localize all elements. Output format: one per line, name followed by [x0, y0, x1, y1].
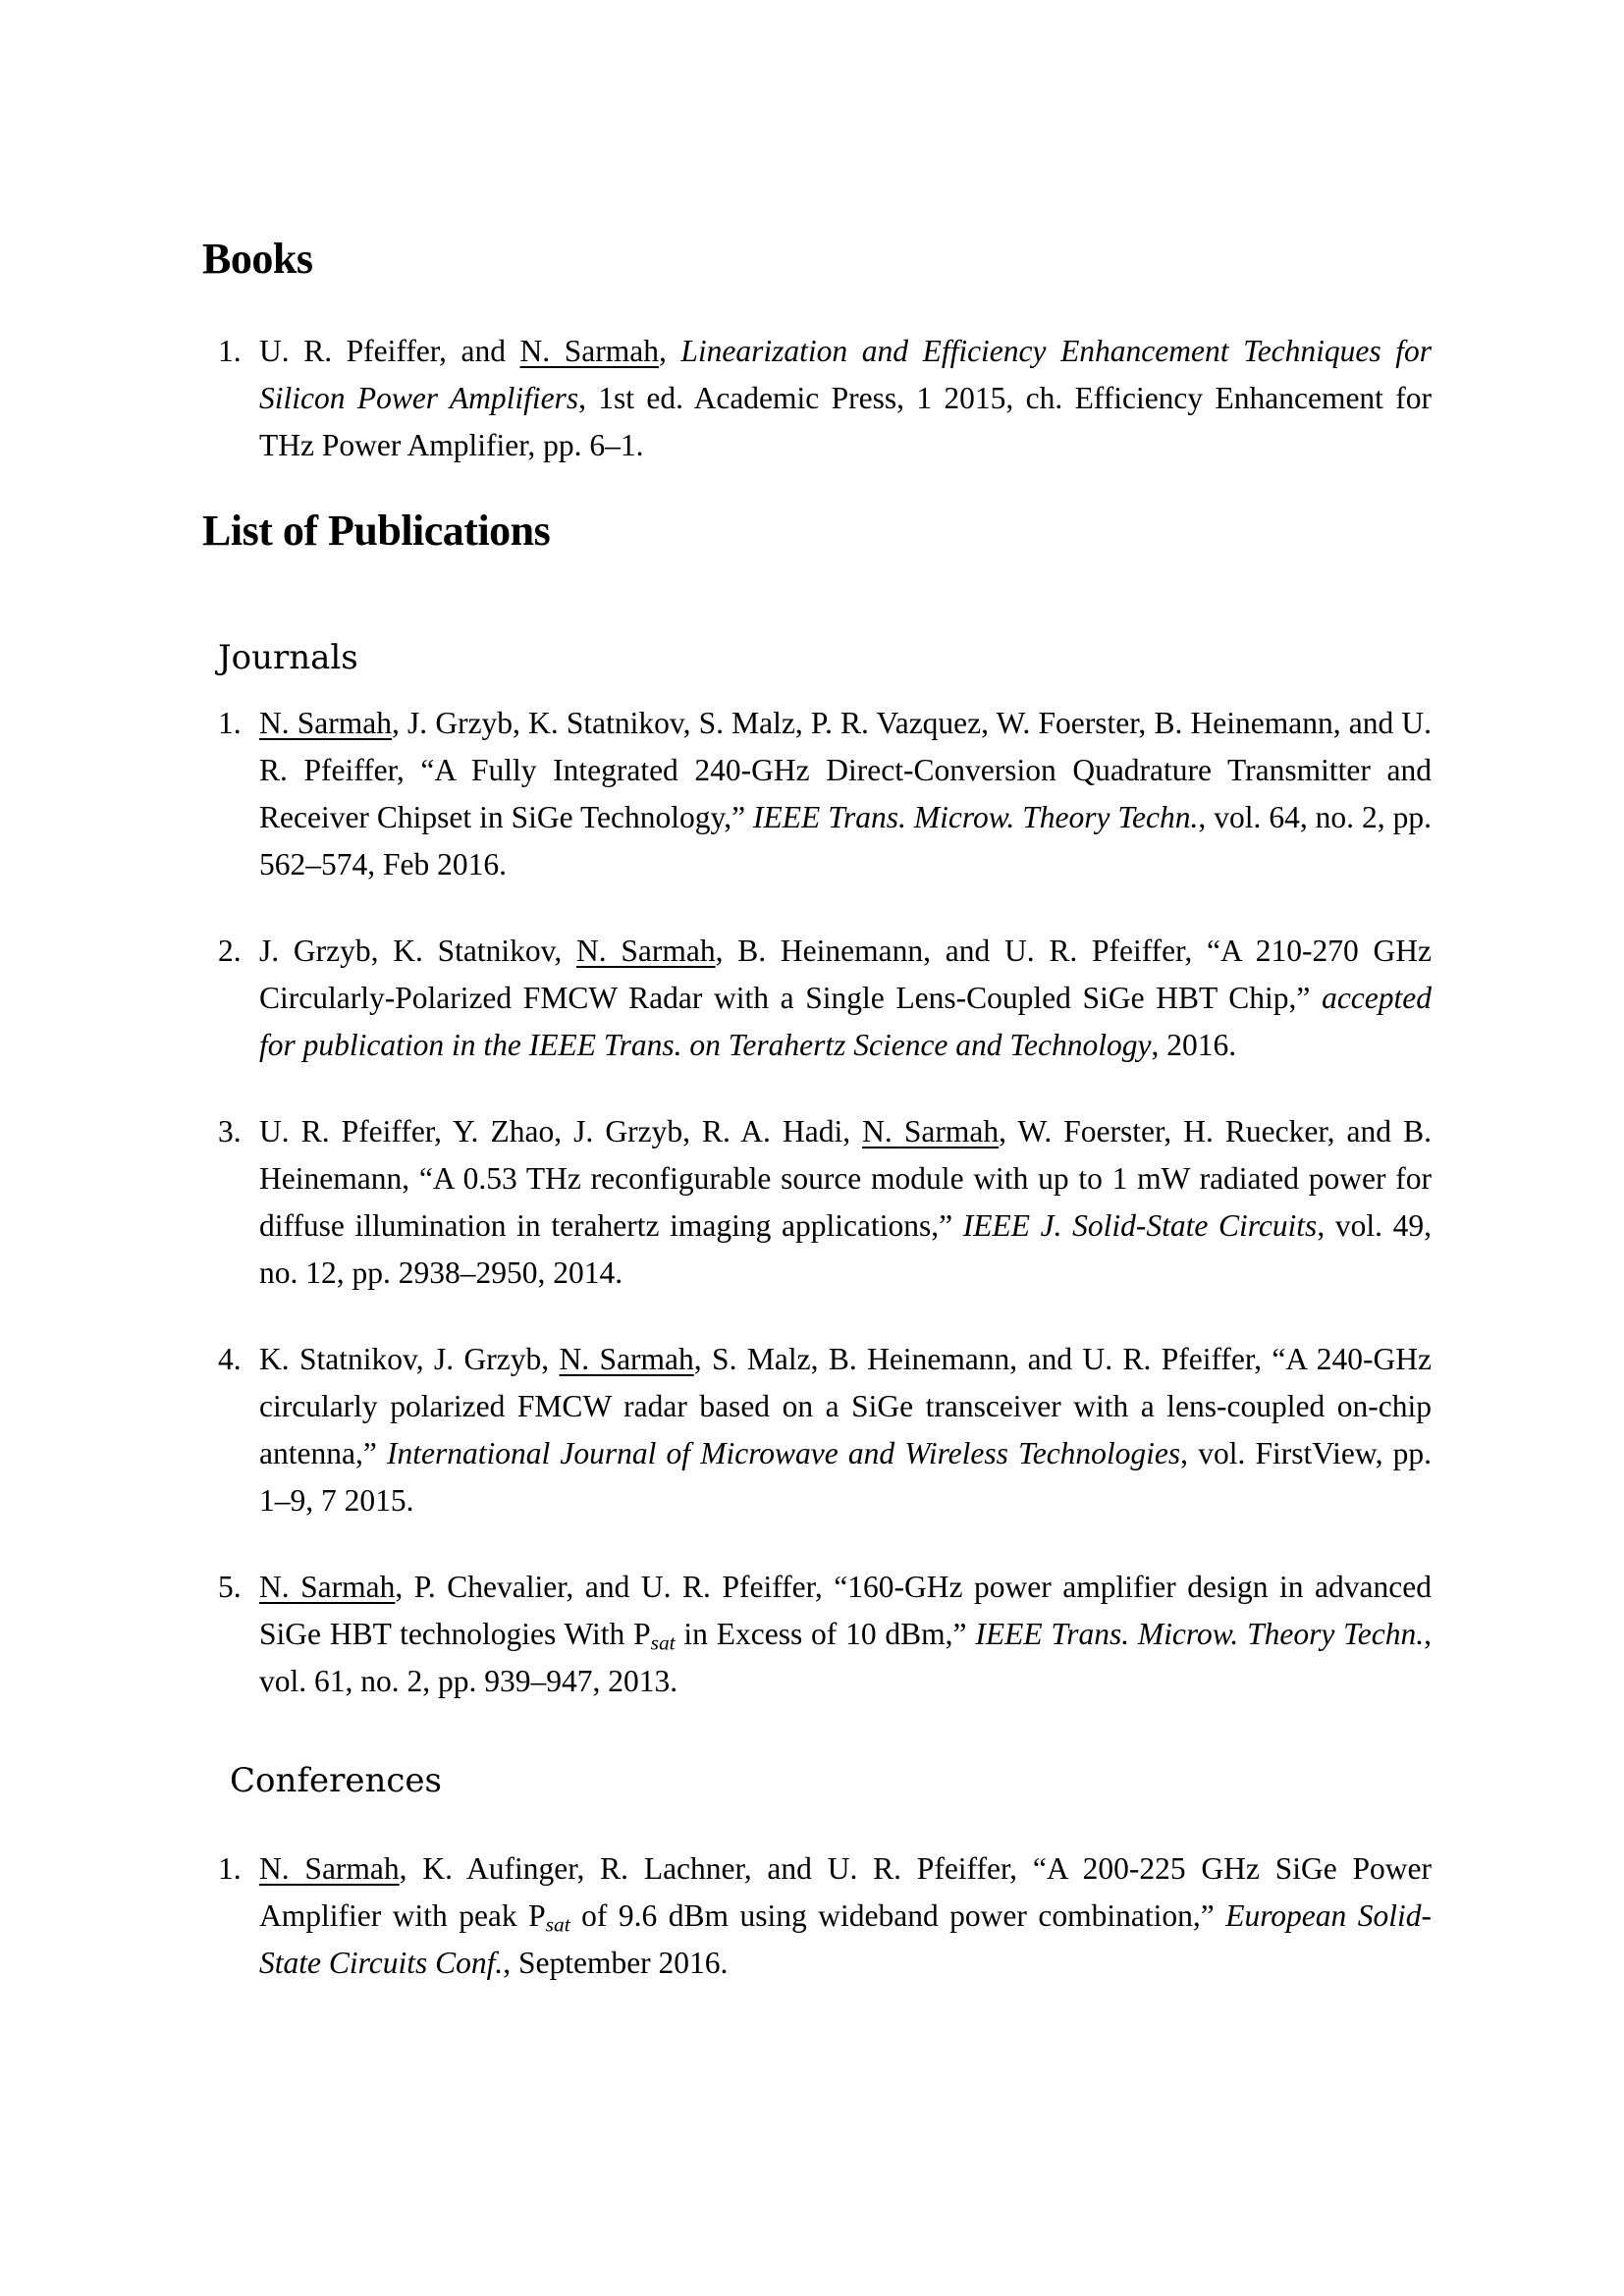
journal-entry-3: 3. U. R. Pfeiffer, Y. Zhao, J. Grzyb, R. A. Hadi, N. Sarmah, W. Foerster, H. Ruecker, and B. Heinemann, “A 0.53 THz reconfigurable source module with up to 1 mW radiated power for diffuse illumination in terahertz imaging applications,” IEEE J. Solid-State Circuits, vol. 49, no. 12, pp. 2938–2950, 2014. [218, 1108, 1432, 1297]
self-author: N. Sarmah [259, 1570, 396, 1604]
books-heading: Books [202, 235, 313, 283]
self-author: N. Sarmah [259, 706, 393, 740]
entry-number: 3. [218, 1114, 242, 1148]
journal-entry-1: 1. N. Sarmah, J. Grzyb, K. Statnikov, S. Malz, P. R. Vazquez, W. Foerster, B. Heinemann, and U. R. Pfeiffer, “A Fully Integrated 240-GHz Direct-Conversion Quadrature Transmitter and Receiver Chipset in SiGe Technology,” IEEE Trans. Microw. Theory Techn., vol. 64, no. 2, pp. 562–574, Feb 2016. [218, 700, 1432, 888]
entry-number: 1. [218, 706, 242, 740]
subscript-sat: sat [545, 1912, 570, 1937]
self-author: N. Sarmah [862, 1114, 1000, 1148]
journal-entry-4: 4. K. Statnikov, J. Grzyb, N. Sarmah, S. Malz, B. Heinemann, and U. R. Pfeiffer, “A 240-GHz circularly polarized FMCW radar based on a SiGe transceiver with a lens-coupled on-chip antenna,” International Journal of Microwave and Wireless Technologies, vol. FirstView, pp. 1–9, 7 2015. [218, 1336, 1432, 1524]
journals-heading: Journals [218, 638, 358, 677]
conferences-heading: Conferences [230, 1761, 442, 1800]
self-author: N. Sarmah [576, 934, 716, 968]
book-title: Linearization and Efficiency Enhancement Techniques for Silicon Power Amplifiers [259, 334, 1432, 415]
entry-number: 2. [218, 934, 242, 968]
publications-heading: List of Publications [202, 507, 551, 555]
self-author: N. Sarmah [559, 1342, 694, 1376]
self-author: N. Sarmah [259, 1851, 400, 1886]
entry-number: 1. [218, 334, 242, 368]
venue: IEEE Trans. Microw. Theory Techn. [975, 1617, 1425, 1651]
venue: International Journal of Microwave and Wireless Technologies [386, 1436, 1181, 1470]
self-author: N. Sarmah [519, 334, 659, 368]
journal-entry-2: 2. J. Grzyb, K. Statnikov, N. Sarmah, B. Heinemann, and U. R. Pfeiffer, “A 210-270 GHz Circularly-Polarized FMCW Radar with a Single Lens-Coupled SiGe HBT Chip,” accepted for publication in the IEEE Trans. on Terahertz Science and Technology, 2016. [218, 928, 1432, 1069]
entry-number: 5. [218, 1570, 242, 1604]
subscript-sat: sat [650, 1630, 676, 1655]
venue: IEEE Trans. Microw. Theory Techn. [753, 800, 1199, 834]
entry-number: 1. [218, 1851, 242, 1886]
conference-entry-1: 1. N. Sarmah, K. Aufinger, R. Lachner, and U. R. Pfeiffer, “A 200-225 GHz SiGe Power Amplifier with peak $P_{sat}$ of 9.6 dBm using wideband power combination,” European Solid-State Circuits Conf., September 2016. [218, 1845, 1432, 1987]
journal-entry-5: 5. N. Sarmah, P. Chevalier, and U. R. Pfeiffer, “160-GHz power amplifier design in advanced SiGe HBT technologies With $P_{sat}$ in Excess of 10 dBm,” IEEE Trans. Microw. Theory Techn., vol. 61, no. 2, pp. 939–947, 2013. [218, 1564, 1432, 1705]
entry-number: 4. [218, 1342, 242, 1376]
book-entry-1: 1. U. R. Pfeiffer, and N. Sarmah, Linearization and Efficiency Enhancement Techniques for Silicon Power Amplifiers, 1st ed. Academic Press, 1 2015, ch. Efficiency Enhancement for THz Power Amplifier, pp. 6–1. [218, 328, 1432, 469]
venue: accepted for publication in the IEEE Trans. on Terahertz Science and Technology [259, 981, 1432, 1062]
venue: IEEE J. Solid-State Circuits [962, 1208, 1318, 1243]
venue: European Solid-State Circuits Conf. [259, 1898, 1432, 1980]
